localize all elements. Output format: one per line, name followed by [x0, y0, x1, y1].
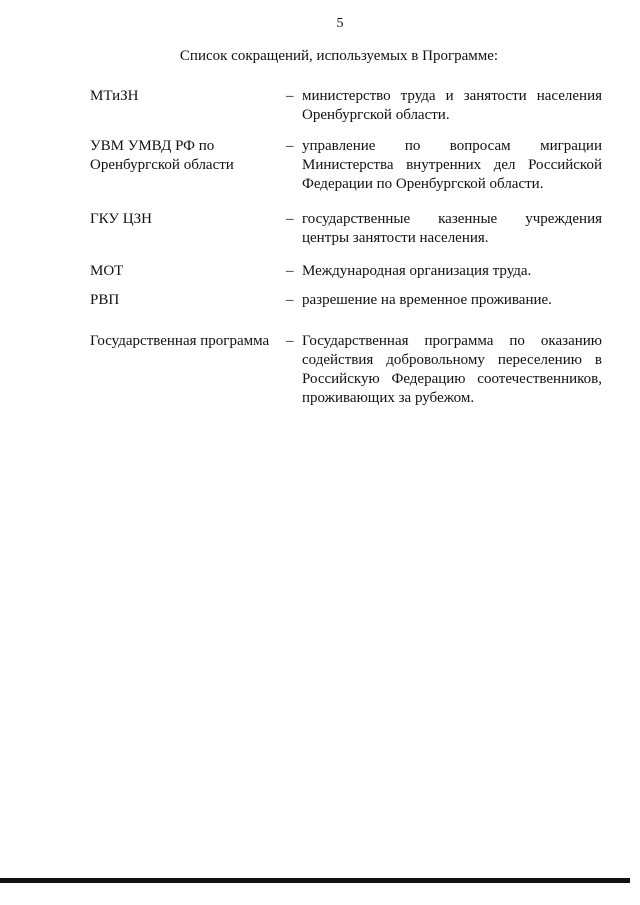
abbreviation-row	[90, 87, 602, 125]
dash-separator: –	[286, 138, 294, 154]
abbreviation-term: РВП	[90, 292, 120, 308]
dash-separator: –	[286, 263, 294, 279]
abbreviation-term: ГКУ ЦЗН	[90, 211, 152, 227]
dash-separator: –	[286, 333, 294, 349]
abbreviation-term: Государственная программа	[90, 333, 270, 349]
abbreviation-definition: разрешение на временное проживание.	[302, 292, 552, 308]
footer-rule	[0, 878, 630, 883]
abbreviation-term: МОТ	[90, 263, 124, 279]
page-number: 5	[336, 16, 344, 31]
abbreviation-list	[90, 87, 602, 408]
dash-separator: –	[286, 88, 294, 104]
abbreviation-row	[90, 291, 602, 310]
dash-separator: –	[286, 211, 294, 227]
abbreviation-row	[90, 137, 602, 194]
abbreviation-definition: государственные казенные учреждения центры занятости населения.	[302, 211, 602, 246]
page-title: Список сокращений, используемых в Программе:	[179, 48, 499, 64]
abbreviation-definition: Государственная программа по оказанию содействия добровольному переселению в Российскую Федерацию соотечественников, проживающих за рубежом.	[302, 333, 602, 406]
abbreviation-term: УВМ УМВД РФ по Оренбургской области	[90, 138, 234, 173]
abbreviation-definition: министерство труда и занятости населения Оренбургской области.	[302, 88, 602, 123]
abbreviation-row	[90, 332, 602, 408]
dash-separator: –	[286, 292, 294, 308]
abbreviation-definition: Международная организация труда.	[302, 263, 532, 279]
abbreviation-definition: управление по вопросам миграции Министерства внутренних дел Российской Федерации по Оренбургской области.	[302, 138, 602, 192]
abbreviation-row	[90, 262, 602, 281]
abbreviation-term: МТиЗН	[90, 88, 139, 104]
abbreviation-row	[90, 210, 602, 248]
